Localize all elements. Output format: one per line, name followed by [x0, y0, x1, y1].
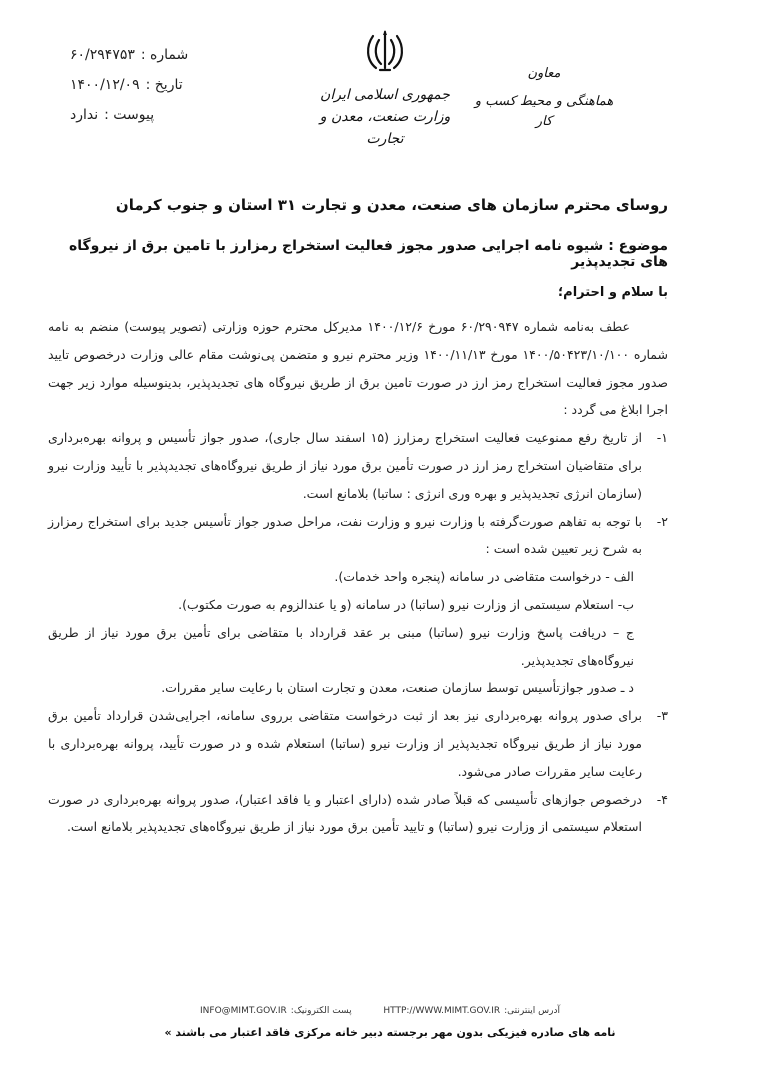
item-text: برای صدور پروانه بهره‌برداری نیز بعد از ثبت درخواست متقاضی برروی سامانه، اجرایی‌شدن قرارداد تأمین برق مورد نیاز از طریق نیروگاه تجدیدپذیر از وزارت نیرو (ساتبا) استعلام شده و در صورت تأیید، پروانه بهره‌برداری با رعایت سایر مقررات صادر می‌شود. [48, 708, 642, 779]
item-text: با توجه به تفاهم صورت‌گرفته با وزارت نیرو و وزارت نفت، مراحل صدور جواز تأسیس جدید برای استخراج رمزارز به شرح زیر تعیین شده است : [48, 513, 642, 557]
item-number: ۱- [656, 430, 668, 446]
recipient: روسای محترم سازمان های صنعت، معدن و تجارت ۳۱ استان و جنوب کرمان [115, 196, 668, 214]
item-text: درخصوص جوازهای تأسیسی که قبلاً صادر شده (دارای اعتبار و یا فاقد اعتبار)، صدور پروانه بهره‌برداری در صورت استعلام سیستمی از وزارت نیرو (ساتبا) و تایید تأمین برق مورد نیاز از طریق نیروگاه‌های تجدیدپذیر بلامانع است. [48, 791, 642, 835]
list-item [48, 702, 668, 785]
sub-item: د ـ صدور جوازتأسیس توسط سازمان صنعت، معدن و تجارت استان با رعایت سایر مقررات. [161, 680, 634, 696]
republic-name: جمهوری اسلامی ایران [320, 87, 450, 103]
ministry-name: وزارت صنعت، معدن و تجارت [319, 109, 451, 147]
deputy-line-2: هماهنگی و محیط کسب و کار [474, 94, 614, 129]
intro-paragraph: عطف به‌نامه شماره ۶۰/۲۹۰۹۴۷ مورخ ۱۴۰۰/۱۲/۶ مدیرکل محترم حوزه وزارتی (تصویر پیوست) منضم به نامه شماره ۱۴۰۰/۵۰۴۲۳/۱۰/۱۰۰ مورخ ۱۴۰۰/۱۱/۱۳ وزیر محترم نیرو و متضمن پی‌نوشت مقام عالی وزارت درخصوص تایید صدور مجوز فعالیت استخراج رمز ارز در صورت تامین برق از طریق نیروگاه های تجدیدپذیر، بدینوسیله موارد زیر جهت اجرا ابلاغ می گردد : [48, 319, 668, 418]
list-item [48, 786, 668, 842]
footer-website[interactable]: HTTP://WWW.MIMT.GOV.IR [383, 1006, 501, 1016]
footer-email-group [200, 1006, 352, 1016]
letter-body [48, 313, 668, 841]
item-text: از تاریخ رفع ممنوعیت فعالیت استخراج رمزارز (۱۵ اسفند سال جاری)، صدور جواز تأسیس و پروانه بهره‌برداری برای متقاضیان استخراج رمز ارز در صورت تأمین برق مورد نیاز از طریق نیروگاه‌های تجدیدپذیر با تأیید وزارت نیرو (سازمان انرژی تجدیدپذیر و بهره وری انرژی : ساتبا) بلامانع است. [48, 430, 642, 501]
letter-attachment-label: پیوست : [104, 107, 155, 123]
iran-emblem-icon [362, 28, 408, 76]
footer-email[interactable]: INFO@MIMT.GOV.IR [200, 1006, 287, 1016]
sub-item: ج – دریافت پاسخ وزارت نیرو (ساتبا) مبنی بر عقد قرارداد با متقاضی برای تأمین برق مورد نیاز از طریق نیروگاه‌های تجدیدپذیر. [48, 624, 634, 668]
footer-website-label: آدرس اینترنتی: [504, 1006, 560, 1016]
letter-attachment-value: ندارد [70, 107, 99, 123]
letterhead-center [300, 28, 470, 150]
letter-subject: موضوع : شیوه نامه اجرایی صدور مجوز فعالیت استخراج رمزارز با تامین برق از نیروگاه های تجدیدپذیر [69, 238, 668, 270]
footer-website-group [383, 1006, 560, 1016]
letter-date-label: تاریخ : [145, 77, 183, 93]
greeting: با سلام و احترام؛ [557, 285, 668, 300]
sub-item: الف - درخواست متقاضی در سامانه (پنجره واحد خدمات). [334, 569, 634, 585]
item-number: ۳- [656, 708, 668, 724]
list-item [48, 508, 668, 564]
letter-meta [70, 40, 250, 130]
deputy-line-1: معاون [527, 66, 561, 81]
sub-item: ب- استعلام سیستمی از وزارت نیرو (ساتبا) در سامانه (و یا عندالزوم به صورت مکتوب). [178, 596, 634, 612]
letter-date-value: ۱۴۰۰/۱۲/۰۹ [70, 77, 140, 93]
footer-notice: نامه های صادره فیزیکی بدون مهر برجسته دبیر خانه مرکزی فاقد اعتبار می باشند » [164, 1026, 616, 1039]
letter-date-row [70, 70, 250, 100]
footer-contact [200, 1006, 560, 1016]
item-number: ۲- [656, 513, 668, 529]
list-item [48, 424, 668, 507]
letter-number-value: ۶۰/۲۹۴۷۵۳ [70, 47, 135, 63]
letter-number-label: شماره : [140, 47, 189, 63]
letter-attachment-row [70, 100, 250, 130]
letter-number-row [70, 40, 250, 70]
footer-email-label: پست الکترونیک: [290, 1006, 352, 1016]
deputy-title [474, 64, 614, 132]
item-number: ۴- [656, 791, 668, 807]
